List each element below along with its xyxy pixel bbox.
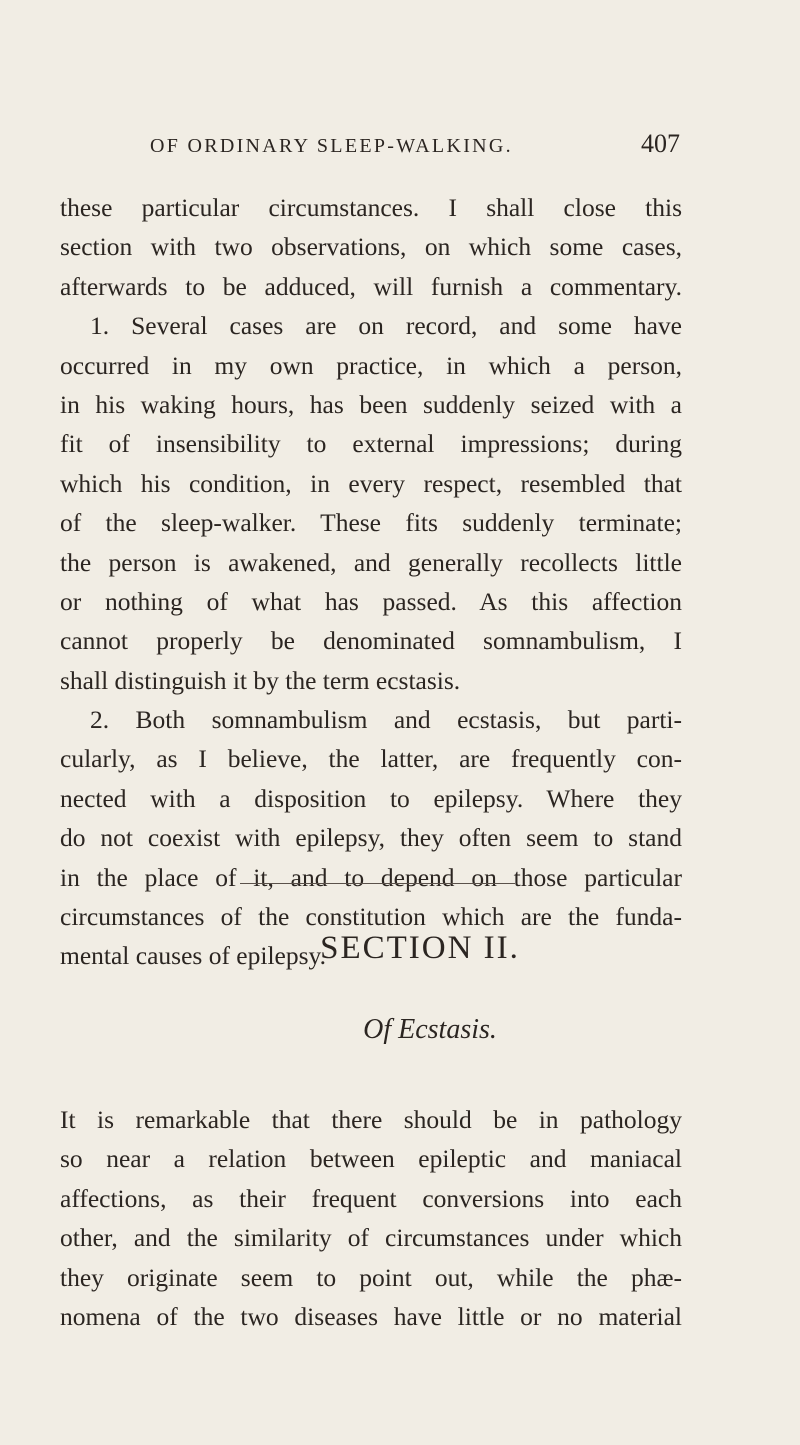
text-line: which his condition, in every respect, resembled that <box>60 468 682 498</box>
text-line: nected with a disposition to epilepsy. Where they <box>60 783 682 813</box>
text-line: cannot properly be denominated somnambulism, I <box>60 626 682 656</box>
text-line: fit of insensibility to external impressions; during <box>60 429 682 459</box>
text-line: so near a relation between epileptic and maniacal <box>60 1144 682 1174</box>
text-line: nomena of the two diseases have little or no material <box>60 1301 682 1331</box>
text-line: cularly, as I believe, the latter, are frequently con- <box>60 744 682 774</box>
text-line: It is remarkable that there should be in pathology <box>60 1105 682 1134</box>
text-line: occurred in my own practice, in which a person, <box>60 350 682 380</box>
text-line: other, and the similarity of circumstances under which <box>60 1223 682 1253</box>
text-line: the person is awakened, and generally recollects little <box>60 547 682 577</box>
paragraph-block-1 <box>60 188 682 976</box>
text-line: 1. Several cases are on record, and some have <box>90 311 682 341</box>
text-line: 2. Both somnambulism and ecstasis, but parti- <box>90 705 682 735</box>
text-line: section with two observations, on which some cases, <box>60 232 682 262</box>
section-heading-text: SECTION II. <box>320 930 520 966</box>
text-line: of the sleep-walker. These fits suddenly terminate; <box>60 508 682 538</box>
text-line: they originate seem to point out, while the phæ- <box>60 1262 682 1292</box>
text-line: mental causes of epilepsy. <box>60 941 327 971</box>
text-line: shall distinguish it by the term ecstasis. <box>60 665 461 695</box>
section-subheading-text: Of Ecstasis. <box>363 1014 497 1045</box>
paragraph-block-2 <box>60 1100 682 1336</box>
text-line: afterwards to be adduced, will furnish a commentary. <box>60 271 682 301</box>
page-number: 407 <box>641 129 680 158</box>
text-line: circumstances of the constitution which are the funda- <box>60 902 682 932</box>
text-line: in the place of it, and to depend on those particular <box>60 862 682 892</box>
text-line: these particular circumstances. I shall close this <box>60 193 682 222</box>
section-divider <box>240 883 515 884</box>
section-heading <box>0 930 800 967</box>
text-line: affections, as their frequent conversions into each <box>60 1183 682 1213</box>
running-title: OF ORDINARY SLEEP-WALKING. <box>150 135 513 157</box>
text-line: or nothing of what has passed. As this affection <box>60 586 682 616</box>
section-subheading <box>0 1014 800 1046</box>
text-line: in his waking hours, has been suddenly seized with a <box>60 389 682 419</box>
text-line: do not coexist with epilepsy, they often seem to stand <box>60 823 682 853</box>
